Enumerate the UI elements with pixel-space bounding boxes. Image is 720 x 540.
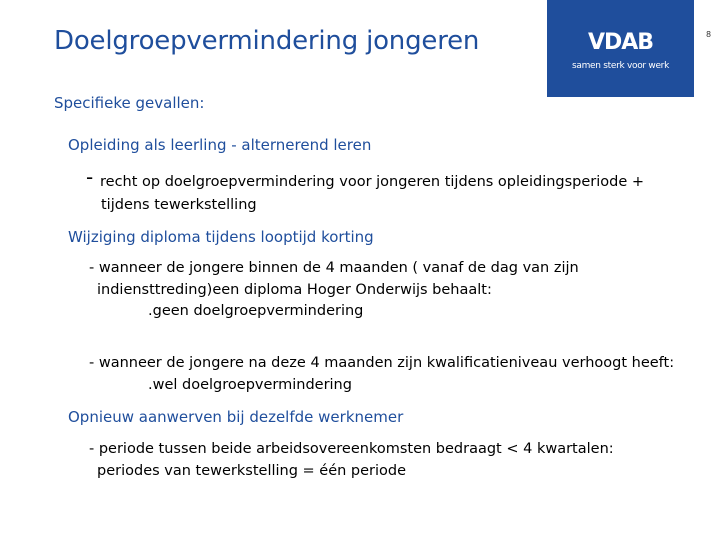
section-heading-wijziging: Wijziging diploma tijdens looptijd korting [68, 228, 374, 246]
text-line: .geen doelgroepvermindering [148, 303, 364, 319]
text-line: .wel doelgroepvermindering [148, 377, 352, 393]
text-line: indiensttreding)een diploma Hoger Onderwijs behaalt: [97, 282, 492, 298]
text-line: - wanneer de jongere na deze 4 maanden zijn kwalificatieniveau verhoogt heeft: [89, 355, 675, 371]
text-line: recht op doelgroepvermindering voor jongeren tijdens opleidingsperiode + [100, 174, 645, 190]
logo-name: VDAB [587, 30, 654, 55]
text-line: periodes van tewerkstelling = één periode [97, 463, 407, 479]
logo-tagline: samen sterk voor werk [571, 61, 669, 71]
section-heading-opnieuw: Opnieuw aanwerven bij dezelfde werknemer [68, 408, 404, 426]
section-heading-opleiding: Opleiding als leerling - alternerend leren [68, 136, 372, 154]
text-line: tijdens tewerkstelling [101, 197, 257, 213]
intro-heading: Specifieke gevallen: [54, 94, 205, 112]
text-line: - wanneer de jongere binnen de 4 maanden ( vanaf de dag van zijn [89, 260, 579, 276]
page-title: Doelgroepvermindering jongeren [54, 26, 480, 56]
text-line: - periode tussen beide arbeidsovereenkomsten bedraagt < 4 kwartalen: [89, 441, 614, 457]
vdab-logo [547, 0, 694, 97]
bullet-dash: - [86, 165, 94, 189]
page-number: 8 [706, 30, 712, 39]
